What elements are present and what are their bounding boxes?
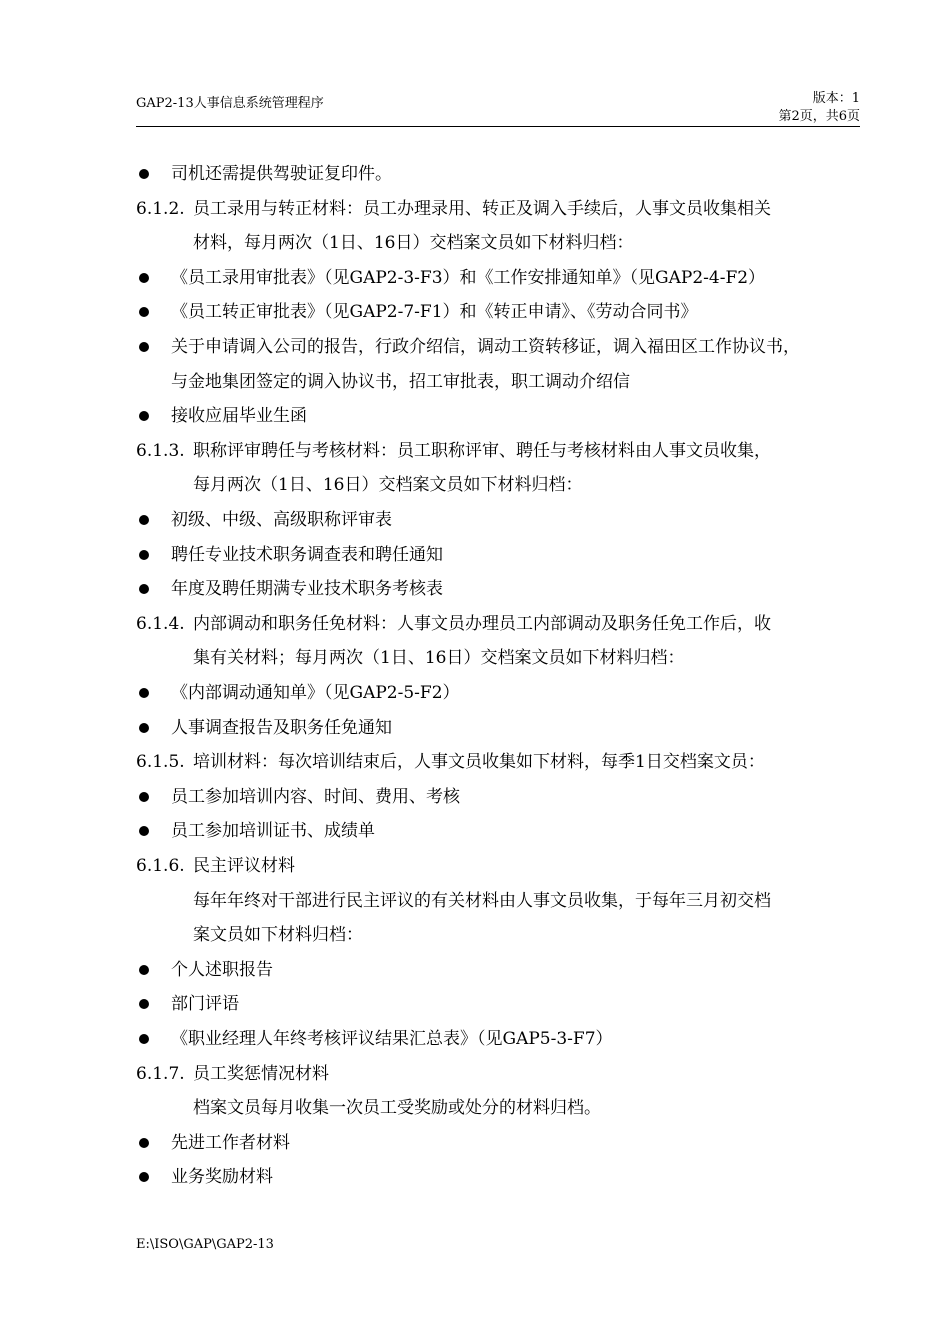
section-heading-text: 培训材料：每次培训结束后，人事文员收集如下材料，每季1日交档案文员： [193,752,765,772]
paragraph-continuation: 每月两次（1日、16日）交档案文员如下材料归档： [193,475,583,495]
bullet-item-text: 聘任专业技术职务调查表和聘任通知 [171,545,443,565]
bullet-dot [139,515,149,525]
doc-title: GAP2-13人事信息系统管理程序 [136,96,324,111]
section-number: 6.1.3. [136,441,185,461]
header-rule [136,126,860,127]
bullet-item-text: 年度及聘任期满专业技术职务考核表 [171,579,443,599]
section-heading-text: 员工录用与转正材料：员工办理录用、转正及调入手续后，人事文员收集相关 [193,199,771,219]
bullet-item-text: 《员工转正审批表》（见GAP2-7-F1）和《转正申请》、《劳动合同书》 [171,302,698,322]
bullet-item-text: 先进工作者材料 [171,1133,290,1153]
bullet-dot [139,273,149,283]
bullet-item-text: 个人述职报告 [171,960,273,980]
bullet-item-text: 《职业经理人年终考核评议结果汇总表》（见GAP5-3-F7） [171,1029,613,1049]
bullet-item-text: 接收应届毕业生函 [171,406,307,426]
paragraph-continuation: 材料，每月两次（1日、16日）交档案文员如下材料归档： [193,233,634,253]
bullet-dot [139,411,149,421]
section-number: 6.1.2. [136,199,185,219]
paragraph-continuation: 档案文员每月收集一次员工受奖励或处分的材料归档。 [193,1098,601,1118]
bullet-item-text: 司机还需提供驾驶证复印件。 [171,164,392,184]
bullet-dot [139,1034,149,1044]
bullet-dot [139,584,149,594]
bullet-dot [139,999,149,1009]
bullet-dot [139,307,149,317]
bullet-dot [139,965,149,975]
bullet-dot [139,723,149,733]
section-heading-text: 员工奖惩情况材料 [193,1064,329,1084]
section-number: 6.1.4. [136,614,185,634]
header-meta [778,90,860,126]
bullet-item-continuation: 与金地集团签定的调入协议书，招工审批表，职工调动介绍信 [171,372,630,392]
bullet-dot [139,826,149,836]
bullet-item-text: 人事调查报告及职务任免通知 [171,718,392,738]
section-number: 6.1.6. [136,856,185,876]
bullet-dot [139,688,149,698]
version-label: 版本：1 [812,91,860,106]
bullet-dot [139,342,149,352]
section-number: 6.1.7. [136,1064,185,1084]
bullet-item-text: 部门评语 [171,994,239,1014]
bullet-dot [139,169,149,179]
section-heading-text: 民主评议材料 [193,856,295,876]
section-heading-text: 职称评审聘任与考核材料：员工职称评审、聘任与考核材料由人事文员收集， [193,441,771,461]
paragraph-continuation: 每年年终对干部进行民主评议的有关材料由人事文员收集，于每年三月初交档 [193,891,771,911]
bullet-item-text: 员工参加培训内容、时间、费用、考核 [171,787,460,807]
page-number: 第2页，共6页 [778,109,860,124]
bullet-dot [139,1138,149,1148]
bullet-item-text: 《内部调动通知单》（见GAP2-5-F2） [171,683,460,703]
section-heading-text: 内部调动和职务任免材料：人事文员办理员工内部调动及职务任免工作后，收 [193,614,771,634]
bullet-dot [139,792,149,802]
footer-path: E:\ISO\GAP\GAP2-13 [136,1237,274,1252]
paragraph-continuation: 案文员如下材料归档： [193,925,363,945]
section-number: 6.1.5. [136,752,185,772]
bullet-item-text: 《员工录用审批表》（见GAP2-3-F3）和《工作安排通知单》（见GAP2-4-F2） [171,268,766,288]
paragraph-continuation: 集有关材料；每月两次（1日、16日）交档案文员如下材料归档： [193,648,685,668]
bullet-item-text: 初级、中级、高级职称评审表 [171,510,392,530]
bullet-dot [139,1172,149,1182]
bullet-item-text: 员工参加培训证书、成绩单 [171,821,375,841]
bullet-item-text: 业务奖励材料 [171,1167,273,1187]
bullet-dot [139,550,149,560]
bullet-item-text: 关于申请调入公司的报告，行政介绍信，调动工资转移证，调入福田区工作协议书， [171,337,800,357]
